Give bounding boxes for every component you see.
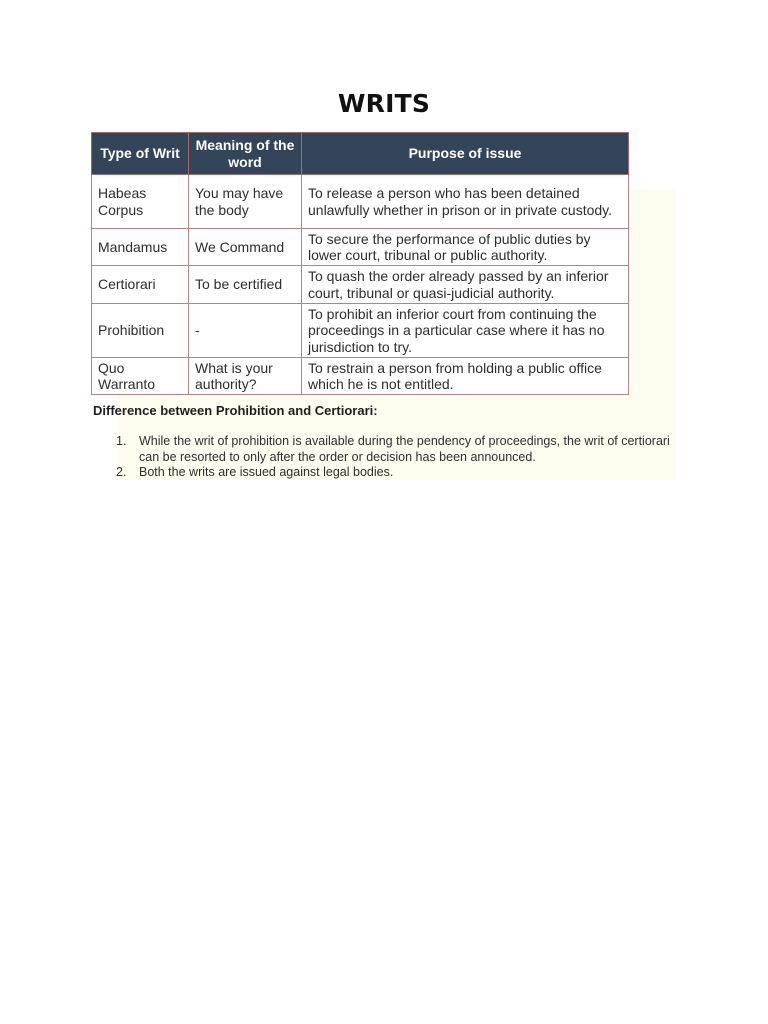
writs-table (91, 132, 629, 395)
writ-type-cell: Quo Warranto (92, 358, 189, 395)
writ-meaning-cell: What is your authority? (189, 358, 302, 395)
writ-meaning-cell: To be certified (189, 266, 302, 304)
list-item (116, 465, 676, 481)
list-item-text: While the writ of prohibition is available during the pendency of proceedings, the writ of certiorari can be resorted to only after the order or decision has been announced. (139, 434, 670, 464)
writ-meaning-cell: You may have the body (189, 175, 302, 229)
table-row (92, 304, 629, 358)
writ-meaning-cell: We Command (189, 229, 302, 266)
writ-type-cell: Mandamus (92, 229, 189, 266)
page-title: WRITS (337, 89, 431, 118)
writ-type-cell: Prohibition (92, 304, 189, 358)
table-row (92, 229, 629, 266)
writ-purpose-cell: To release a person who has been detained unlawfully whether in prison or in private custody. (302, 175, 629, 229)
writ-purpose-cell: To quash the order already passed by an inferior court, tribunal or quasi-judicial authority. (302, 266, 629, 304)
writ-purpose-cell: To restrain a person from holding a public office which he is not entitled. (302, 358, 629, 395)
column-header-meaning: Meaning of the word (189, 133, 302, 175)
table-row (92, 358, 629, 395)
list-item-number: 2. (116, 465, 127, 479)
list-item-number: 1. (116, 434, 127, 448)
difference-list (116, 434, 676, 481)
writ-purpose-cell: To secure the performance of public duties by lower court, tribunal or public authority. (302, 229, 629, 266)
writ-purpose-cell: To prohibit an inferior court from continuing the proceedings in a particular case where it has no jurisdiction to try. (302, 304, 629, 358)
table-row (92, 175, 629, 229)
writ-type-cell: Habeas Corpus (92, 175, 189, 229)
writ-meaning-cell: - (189, 304, 302, 358)
column-header-purpose: Purpose of issue (302, 133, 629, 175)
list-item (116, 434, 676, 465)
table-header-row (92, 133, 629, 175)
list-item-text: Both the writs are issued against legal bodies. (139, 465, 394, 479)
column-header-type: Type of Writ (92, 133, 189, 175)
writ-type-cell: Certiorari (92, 266, 189, 304)
difference-heading: Difference between Prohibition and Certiorari: (93, 403, 378, 418)
table-row (92, 266, 629, 304)
